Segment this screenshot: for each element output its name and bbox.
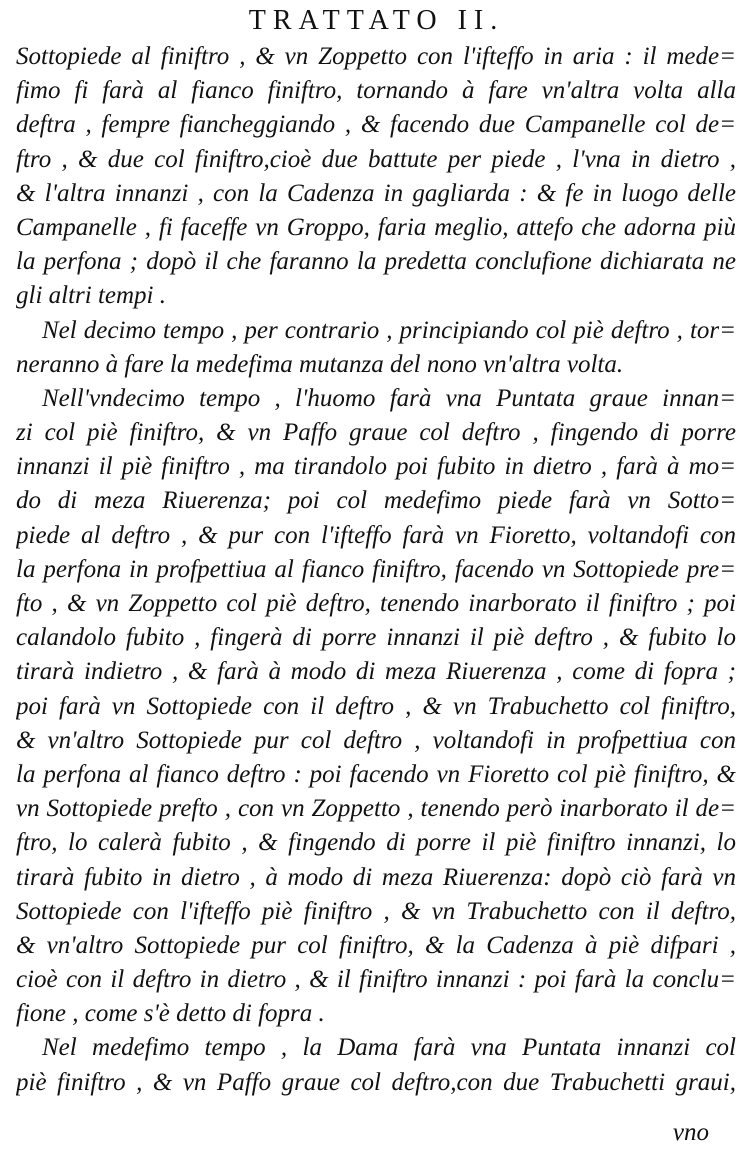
text-line: la perfona in profpettiua al fianco finiftro, facendo vn Sottopiede pre= <box>16 555 736 583</box>
text-line: Nell'vndecimo tempo , l'huomo farà vna Puntata graue innan= <box>42 384 736 412</box>
text-line: piede al deftro , & pur con l'ifteffo farà vn Fioretto, voltandofi con <box>16 521 736 549</box>
text-line: Nel medefimo tempo , la Dama farà vna Puntata innanzi col <box>42 1034 736 1062</box>
text-line: fimo fi farà al fianco finiftro, tornando à fare vn'altra volta alla <box>16 77 736 105</box>
text-line: deftra , fempre fiancheggiando , & facendo due Campanelle col de= <box>16 111 736 139</box>
text-line: tirarà fubito in dietro , à modo di meza Riuerenza: dopò ciò farà vn <box>16 863 736 891</box>
text-line: & vn'altro Sottopiede pur col deftro , voltandofi in profpettiua con <box>16 726 736 754</box>
running-header: TRATTATO II. <box>248 5 505 36</box>
text-line: la perfona al fianco deftro : poi facendo vn Fioretto col piè finiftro, & <box>16 760 736 788</box>
text-line: & l'altra innanzi , con la Cadenza in gagliarda : & fe in luogo delle <box>16 179 736 207</box>
body-text <box>16 40 736 1100</box>
text-line: do di meza Riuerenza; poi col medefimo piede farà vn Sotto= <box>16 487 736 515</box>
text-line: ftro , & due col finiftro,cioè due battute per piede , l'vna in dietro , <box>16 145 736 173</box>
text-line: fto , & vn Zoppetto col piè deftro, tenendo inarborato il finiftro ; poi <box>16 590 736 617</box>
text-line: piè finiftro , & vn Paffo graue col deftro,con due Trabuchetti graui, <box>16 1068 736 1096</box>
text-line: Sottopiede al finiftro , & vn Zoppetto con l'ifteffo in aria : il mede= <box>16 43 736 70</box>
text-line: poi farà vn Sottopiede con il deftro , & vn Trabuchetto col finiftro, <box>16 692 736 720</box>
text-line: la perfona ; dopò il che faranno la predetta conclufione dichiarata ne <box>16 248 736 276</box>
text-line: fione , come s'è detto di fopra . <box>16 1000 325 1028</box>
text-line: cioè con il deftro in dietro , & il finiftro innanzi : poi farà la conclu= <box>16 966 736 994</box>
text-line: zi col piè finiftro, & vn Paffo graue col deftro , fingendo di porre <box>16 419 736 447</box>
text-line: & vn'altro Sottopiede pur col finiftro, & la Cadenza à piè difpari , <box>16 931 736 959</box>
text-line: Nel decimo tempo , per contrario , principiando col piè deftro , tor= <box>42 316 736 344</box>
text-line: innanzi il piè finiftro , ma tirandolo poi fubito in dietro , farà à mo= <box>16 453 736 481</box>
text-line: calandolo fubito , fingerà di porre innanzi il piè deftro , & fubito lo <box>16 624 736 652</box>
text-line: gli altri tempi . <box>16 282 166 310</box>
text-line: Sottopiede con l'ifteffo piè finiftro , & vn Trabuchetto con il deftro, <box>16 897 736 925</box>
text-line: ftro, lo calerà fubito , & fingendo di porre il piè finiftro innanzi, lo <box>16 829 736 857</box>
text-line: tirarà indietro , & farà à modo di meza Riuerenza , come di fopra ; <box>16 658 736 686</box>
text-line: vn Sottopiede prefto , con vn Zoppetto , tenendo però inarborato il de= <box>16 795 736 823</box>
text-line: Campanelle , fi faceffe vn Groppo, faria meglio, attefo che adorna più <box>16 213 736 241</box>
text-line: neranno à fare la medefima mutanza del nono vn'altra volta. <box>16 350 624 378</box>
catchword: vno <box>672 1119 709 1146</box>
